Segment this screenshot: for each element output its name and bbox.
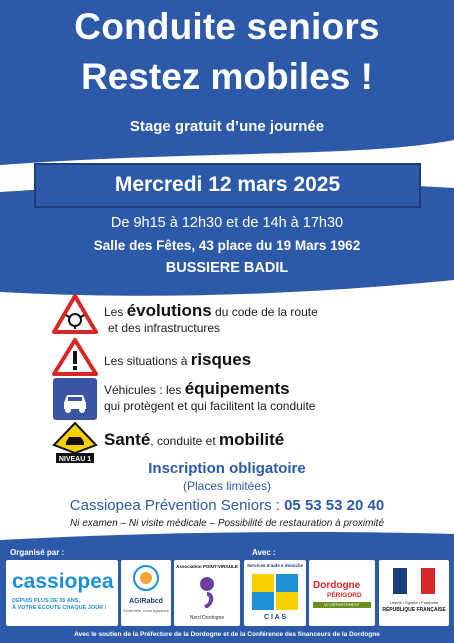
topic-4-text: Santé, conduite et mobilité bbox=[104, 430, 285, 449]
inscription-note: Ni examen – Ni visite médicale – Possibilité de restauration à proximité bbox=[69, 518, 385, 529]
cias-logo: Services d’aide à domicile C I A S bbox=[244, 560, 306, 626]
date-box bbox=[34, 163, 421, 208]
agir-emblem-icon bbox=[131, 564, 161, 592]
french-flag-marianne-icon bbox=[393, 568, 435, 594]
exclamation-warning-sign-icon bbox=[52, 337, 98, 377]
event-date: Mercredi 12 mars 2025 bbox=[114, 173, 341, 196]
event-venue: Salle des Fêtes, 43 place du 19 Mars 1962 bbox=[93, 238, 361, 253]
event-town: BUSSIERE BADIL bbox=[165, 260, 289, 276]
republique-francaise-logo: Liberté • Égalité • Fraternité RÉPUBLIQUE FRANÇAISE bbox=[379, 560, 449, 626]
inscription-title: Inscription obligatoire bbox=[148, 460, 306, 477]
roundabout-warning-sign-icon bbox=[52, 293, 98, 335]
topic-2-text: Les situations à risques bbox=[104, 350, 252, 369]
cias-emblem-icon bbox=[250, 572, 300, 612]
dordogne-perigord-logo: Dordogne PÉRIGORD LE DÉPARTEMENT bbox=[309, 560, 375, 626]
point-virgule-logo: Association POINT-VIRGULE Nord Dordogne bbox=[174, 560, 240, 626]
topic-3-text: Véhicules : les équipements qui protègent et qui facilitent la conduite bbox=[104, 379, 316, 414]
niveau-label: NIVEAU 1 bbox=[58, 456, 92, 463]
organised-by-label: Organisé par : bbox=[10, 548, 65, 557]
inscription-sub: (Places limitées) bbox=[182, 479, 272, 493]
agir-abcd-logo: AGIRabcd Ensemble, nous agissons bbox=[121, 560, 171, 626]
with-label: Avec : bbox=[252, 548, 276, 557]
contact-line: Cassiopea Prévention Seniors : 05 53 53 20 40 bbox=[69, 497, 385, 514]
topic-1-text: Les évolutions du code de la route et des infrastructures bbox=[104, 301, 318, 336]
title-line-2: Restez mobiles ! bbox=[81, 56, 373, 97]
support-line: Avec le soutien de la Préfecture de la Dordogne et de la Conférence des financeurs de la Dordogne bbox=[74, 631, 380, 638]
phone-number: 05 53 53 20 40 bbox=[284, 497, 385, 514]
title-line-1: Conduite seniors bbox=[74, 6, 380, 47]
car-sign-icon bbox=[52, 377, 98, 421]
cassiopea-logo: cassiopea DEPUIS PLUS DE 35 ANS, À VOTRE ÉCOUTE CHAQUE JOUR ! bbox=[6, 560, 118, 626]
point-virgule-emblem-icon bbox=[192, 574, 222, 608]
subtitle: Stage gratuit d’une journée bbox=[129, 118, 325, 135]
niveau-1-badge-icon bbox=[52, 422, 98, 464]
event-hours: De 9h15 à 12h30 et de 14h à 17h30 bbox=[110, 215, 344, 231]
